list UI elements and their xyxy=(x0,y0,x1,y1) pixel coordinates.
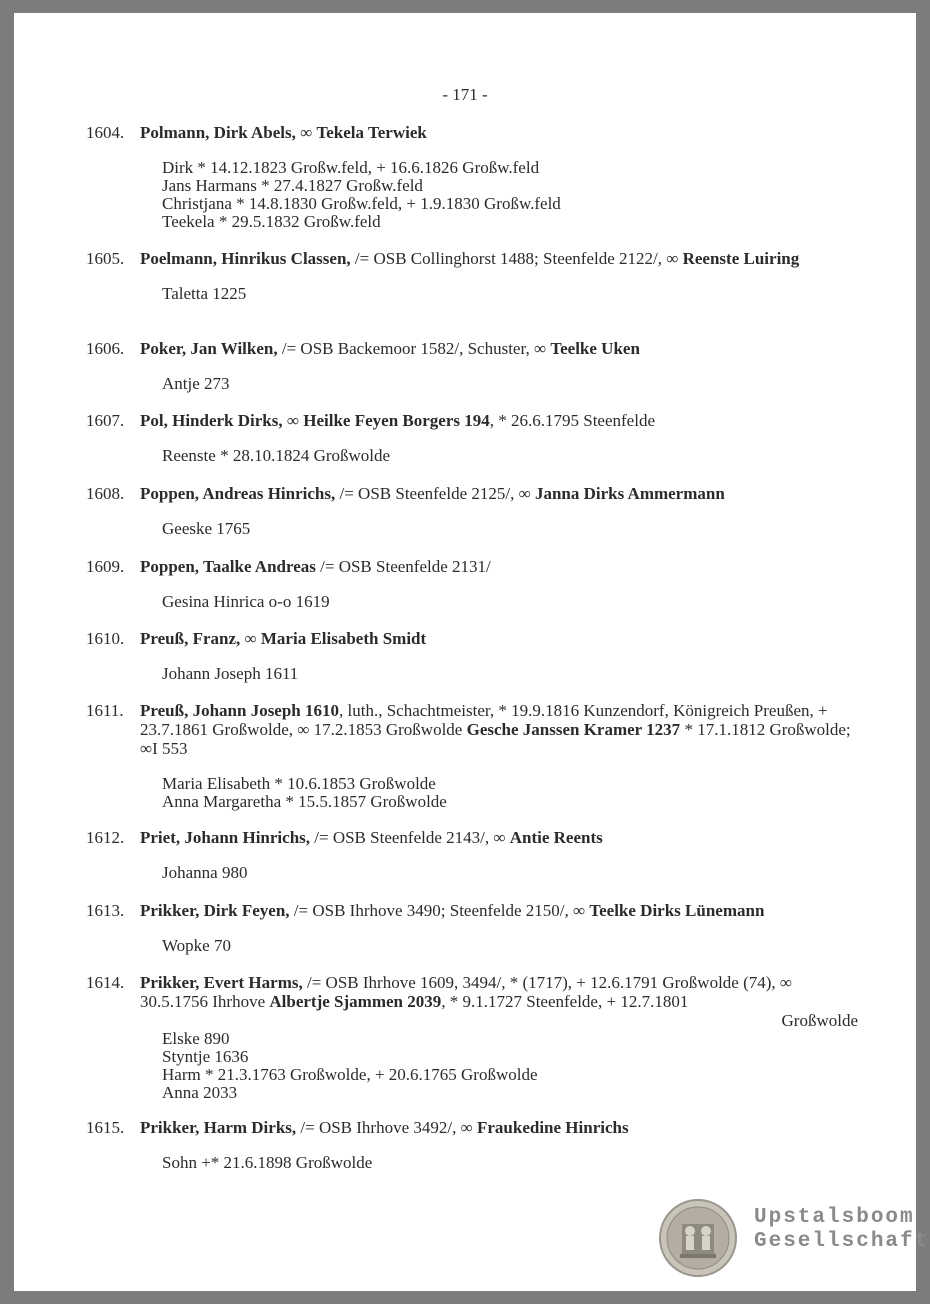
person-name: Poppen, Taalke Andreas xyxy=(140,557,316,576)
entry-1608 xyxy=(86,484,858,538)
person-name: Prikker, Dirk Feyen, xyxy=(140,901,290,920)
person-name: Poelmann, Hinrikus Classen, xyxy=(140,249,351,268)
person-name: Priet, Johann Hinrichs, xyxy=(140,828,311,847)
person-name: Poker, Jan Wilken, xyxy=(140,339,278,358)
spouse-name: Antie Reents xyxy=(509,828,603,847)
entry-1607 xyxy=(86,411,858,465)
entry-1609 xyxy=(86,557,858,611)
entry-details-right: Großwolde xyxy=(781,1011,858,1030)
child-line: Gesina Hinrica o-o 1619 xyxy=(162,592,330,611)
child-line: Johanna 980 xyxy=(162,863,248,882)
entry-number: 1613. xyxy=(86,901,125,920)
child-line: Wopke 70 xyxy=(162,936,231,955)
entry-number: 1609. xyxy=(86,557,125,576)
entry-1611 xyxy=(86,701,858,811)
document-page xyxy=(14,13,930,1291)
entry-1614 xyxy=(86,973,858,1102)
entry-number: 1610. xyxy=(86,629,125,648)
spouse-name: Teelke Dirks Lünemann xyxy=(589,901,765,920)
society-logo xyxy=(658,1198,930,1278)
entry-details: , luth., Schachtmeister, * 19.9.1816 Kunzendorf, Königreich Preußen, + 23.7.1861 Großwolde, ∞ 17.2.1853 Großwolde xyxy=(140,701,828,739)
spouse-name: Tekela Terwiek xyxy=(316,123,427,142)
child-line: Jans Harmans * 27.4.1827 Großw.feld xyxy=(162,176,423,195)
entry-details: ∞ xyxy=(240,629,261,648)
person-name: Prikker, Evert Harms, xyxy=(140,973,303,992)
person-name: Preuß, Johann Joseph 1610 xyxy=(140,701,340,720)
child-line: Reenste * 28.10.1824 Großwolde xyxy=(162,446,391,465)
entry-1612 xyxy=(86,828,858,882)
logo-text-line-2: Gesellschaft xyxy=(754,1230,930,1253)
person-name: Preuß, Franz, xyxy=(140,629,241,648)
entry-1613 xyxy=(86,901,858,955)
entry-details-2: , * 9.1.1727 Steenfelde, + 12.7.1801 xyxy=(441,992,689,1011)
child-line: Maria Elisabeth * 10.6.1853 Großwolde xyxy=(162,774,436,793)
person-name: Poppen, Andreas Hinrichs, xyxy=(140,484,336,503)
entry-number: 1608. xyxy=(86,484,125,503)
child-line: Antje 273 xyxy=(162,374,230,393)
child-line: Teekela * 29.5.1832 Großw.feld xyxy=(162,212,381,231)
spouse-name: Heilke Feyen Borgers 194 xyxy=(303,411,490,430)
entry-number: 1611. xyxy=(86,701,124,720)
spouse-name: Janna Dirks Ammermann xyxy=(534,484,725,503)
child-line: Johann Joseph 1611 xyxy=(162,664,299,683)
child-line: Styntje 1636 xyxy=(162,1047,249,1066)
child-line: Sohn +* 21.6.1898 Großwolde xyxy=(162,1153,373,1172)
child-line: Dirk * 14.12.1823 Großw.feld, + 16.6.1826 Großw.feld xyxy=(162,158,540,177)
entry-1610 xyxy=(86,629,858,683)
entry-number: 1607. xyxy=(86,411,125,430)
entry-details: /= OSB Backemoor 1582/, Schuster, ∞ xyxy=(277,339,551,358)
entry-details: /= OSB Ihrhove 3492/, ∞ xyxy=(296,1118,477,1137)
child-line: Anna 2033 xyxy=(162,1083,238,1102)
page-number: - 171 - xyxy=(442,85,488,104)
child-line: Christjana * 14.8.1830 Großw.feld, + 1.9.1830 Großw.feld xyxy=(162,194,561,213)
spouse-name: Reenste Luiring xyxy=(682,249,800,268)
spouse-name: Maria Elisabeth Smidt xyxy=(260,629,427,648)
person-name: Pol, Hinderk Dirks, xyxy=(140,411,283,430)
entry-details: /= OSB Ihrhove 1609, 3494/, * (1717), + 12.6.1791 Großwolde (74), ∞ 30.5.1756 Ihrhove xyxy=(140,973,793,1011)
entry-1605 xyxy=(86,249,858,303)
entry-details-2: , * 26.6.1795 Steenfelde xyxy=(489,411,655,430)
child-line: Taletta 1225 xyxy=(162,284,247,303)
child-line: Elske 890 xyxy=(162,1029,230,1048)
person-name: Polmann, Dirk Abels, xyxy=(140,123,296,142)
entry-1615 xyxy=(86,1118,858,1172)
entry-details: /= OSB Steenfelde 2125/, ∞ xyxy=(335,484,535,503)
child-line: Harm * 21.3.1763 Großwolde, + 20.6.1765 Großwolde xyxy=(162,1065,538,1084)
entry-details: /= OSB Steenfelde 2131/ xyxy=(315,557,491,576)
entry-details: /= OSB Collinghorst 1488; Steenfelde 2122/, ∞ xyxy=(350,249,683,268)
entry-details: /= OSB Ihrhove 3490; Steenfelde 2150/, ∞ xyxy=(289,901,590,920)
entry-number: 1605. xyxy=(86,249,125,268)
entry-number: 1612. xyxy=(86,828,125,847)
entry-1604 xyxy=(86,123,858,231)
entry-number: 1614. xyxy=(86,973,125,992)
entry-number: 1604. xyxy=(86,123,125,142)
spouse-name: Albertje Sjammen 2039 xyxy=(269,992,442,1011)
entry-details: ∞ xyxy=(282,411,304,430)
spouse-name: Gesche Janssen Kramer 1237 xyxy=(466,720,681,739)
person-name: Prikker, Harm Dirks, xyxy=(140,1118,297,1137)
seal-icon xyxy=(658,1198,738,1278)
logo-text-line-1: Upstalsboom xyxy=(754,1206,915,1229)
spouse-name: Teelke Uken xyxy=(550,339,640,358)
child-line: Anna Margaretha * 15.5.1857 Großwolde xyxy=(162,792,447,811)
entry-details-2: * 17.1.1812 Großwolde; ∞I 553 xyxy=(140,720,851,758)
child-line: Geeske 1765 xyxy=(162,519,251,538)
entry-details: ∞ xyxy=(295,123,317,142)
entry-number: 1615. xyxy=(86,1118,125,1137)
entry-details: /= OSB Steenfelde 2143/, ∞ xyxy=(310,828,510,847)
spouse-name: Fraukedine Hinrichs xyxy=(476,1118,629,1137)
entry-1606 xyxy=(86,339,858,393)
entry-number: 1606. xyxy=(86,339,125,358)
